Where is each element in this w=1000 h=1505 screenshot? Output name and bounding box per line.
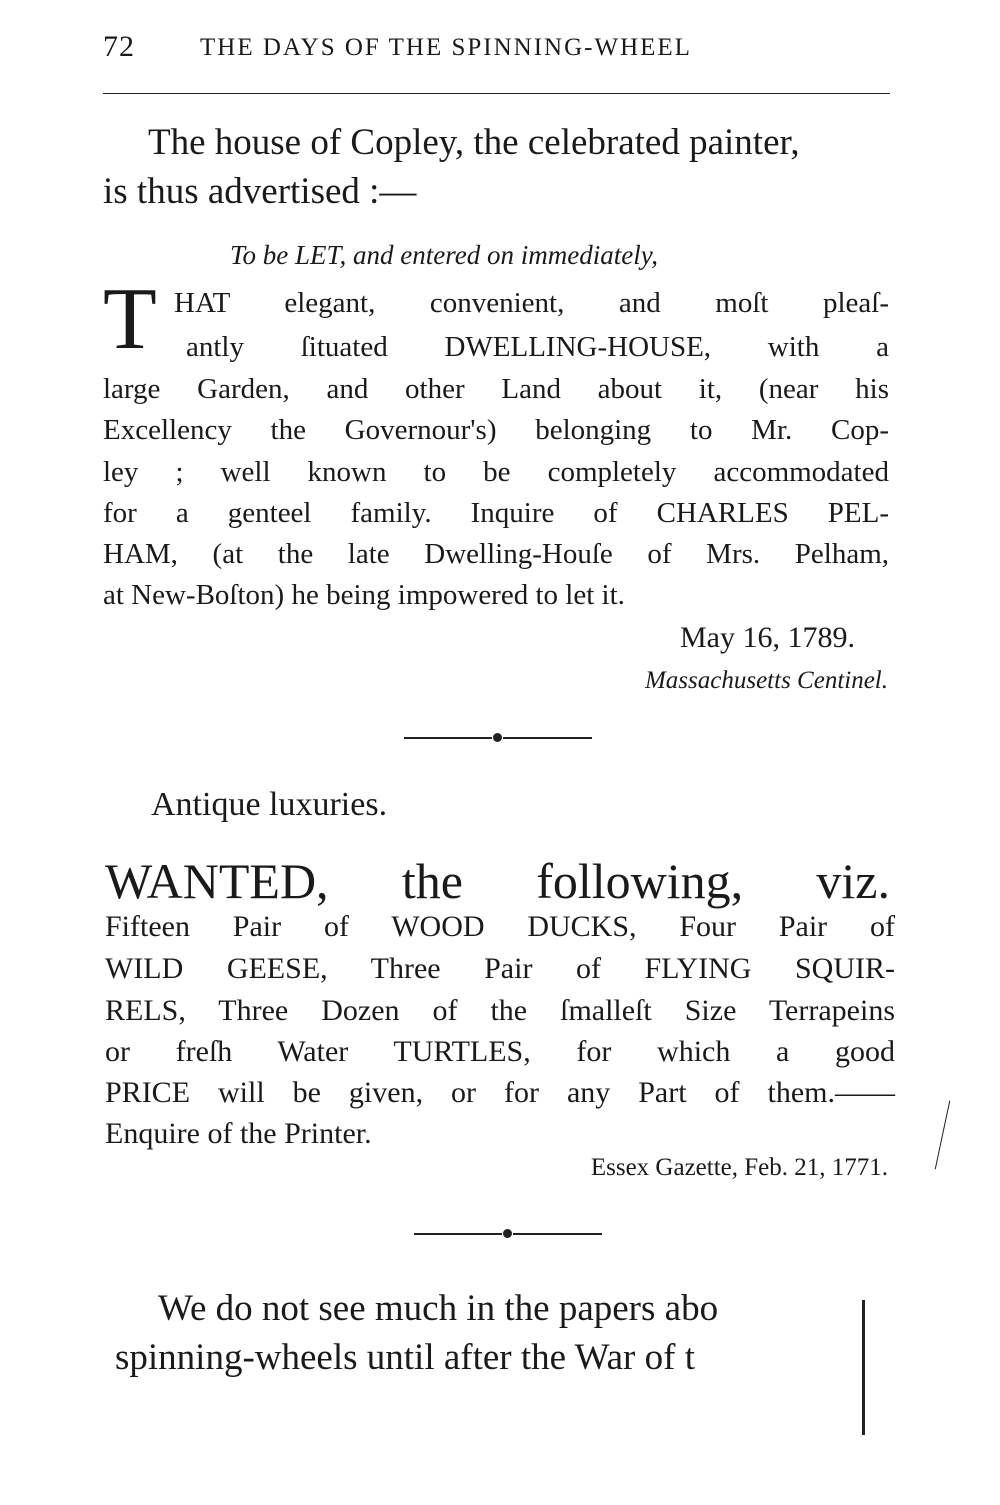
- scan-edge-mark: [862, 1300, 865, 1435]
- copley-intro-line-1: The house of Copley, the celebrated painter,: [148, 122, 800, 163]
- header-rule: [103, 93, 890, 94]
- copley-ad-date: May 16, 1789.: [680, 621, 855, 654]
- ornament-bar-right: [513, 1233, 602, 1235]
- closing-paragraph: [0, 1280, 868, 1390]
- wanted-ad-line-2: WILD GEESE, Three Pair of FLYING SQUIR-: [105, 952, 895, 985]
- copley-ad-line-3: large Garden, and other Land about it, (near his: [103, 373, 889, 405]
- ornament-diamond: [503, 1229, 512, 1238]
- wanted-headline: WANTED, the following, viz.: [105, 853, 890, 909]
- wanted-ad-line-6: Enquire of the Printer.: [105, 1117, 372, 1150]
- section-divider-ornament: [404, 733, 592, 743]
- ornament-bar-left: [414, 1233, 502, 1235]
- wanted-ad-source: Essex Gazette, Feb. 21, 1771.: [590, 1154, 888, 1181]
- wanted-intro: Antique luxuries.: [151, 786, 388, 823]
- copley-ad-line-6: for a genteel family. Inquire of CHARLES PEL-: [103, 497, 889, 529]
- copley-intro-line-2: is thus advertised :—: [103, 171, 417, 212]
- page-number: 72: [103, 30, 135, 63]
- wanted-ad-line-3: RELS, Three Dozen of the ſmalleſt Size Terrapeins: [105, 994, 895, 1027]
- ornament-bar-left: [404, 737, 492, 739]
- copley-ad-line-1: HAT elegant, convenient, and moſt pleaſ-: [174, 287, 889, 319]
- closing-line-1: We do not see much in the papers abo: [158, 1288, 719, 1329]
- wanted-ad-line-5: PRICE will be given, or for any Part of them.——: [105, 1076, 895, 1109]
- ad-heading: To be LET, and entered on immediately,: [230, 240, 658, 270]
- running-title: THE DAYS OF THE SPINNING-WHEEL: [200, 34, 692, 61]
- copley-ad-line-8: at New-Boſton) he being impowered to let it.: [103, 579, 625, 611]
- scan-margin-mark: [935, 1101, 951, 1170]
- ornament-bar-right: [503, 737, 592, 739]
- drop-cap: T: [103, 271, 157, 368]
- wanted-ad-line-1: Fifteen Pair of WOOD DUCKS, Four Pair of: [105, 910, 895, 943]
- section-divider-ornament-2: [414, 1229, 602, 1239]
- copley-ad-line-4: Excellency the Governour's) belonging to Mr. Cop-: [103, 414, 889, 446]
- copley-ad-source: Massachusetts Centinel.: [644, 667, 888, 694]
- ornament-diamond: [493, 733, 502, 742]
- copley-ad-line-7: HAM, (at the late Dwelling-Houſe of Mrs. Pelham,: [103, 538, 889, 570]
- copley-ad-line-2: antly ſituated DWELLING-HOUSE, with a: [186, 331, 889, 363]
- running-head: [103, 28, 893, 68]
- copley-ad-line-5: ley ; well known to be completely accommodated: [103, 456, 889, 488]
- wanted-ad-line-4: or freſh Water TURTLES, for which a good: [105, 1035, 895, 1068]
- closing-line-2: spinning-wheels until after the War of t: [115, 1337, 695, 1378]
